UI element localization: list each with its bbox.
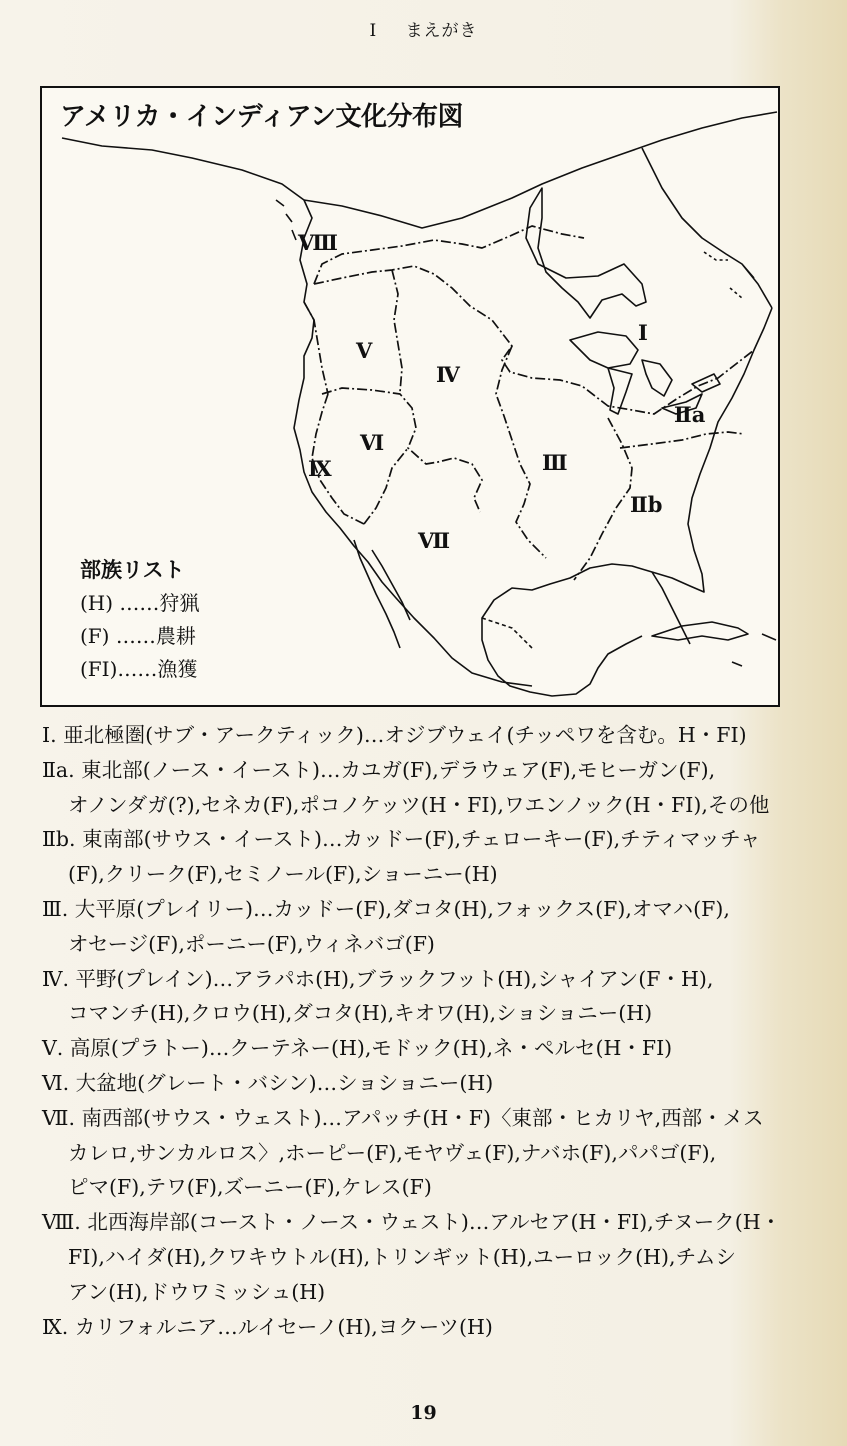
caribbean <box>652 622 776 666</box>
list-line: カレロ,サンカルロス〉,ホーピー(F),モヤヴェ(F),ナバホ(F),パパゴ(F), <box>68 1140 717 1165</box>
hudson-bay <box>526 188 646 318</box>
region-label-IX: Ⅸ <box>308 456 332 481</box>
boundary-basin <box>322 388 482 512</box>
boundary-prairie-northeast <box>620 432 744 448</box>
region-label-IIb: Ⅱb <box>630 492 663 517</box>
list-line: FI),ハイダ(H),クワキウトル(H),トリンギット(H),ユーロック(H),チムシ <box>68 1244 737 1269</box>
list-line: ピマ(F),テワ(F),ズーニー(F),ケレス(F) <box>68 1175 432 1200</box>
map-figure <box>40 86 780 707</box>
page-number: 19 <box>410 1402 437 1424</box>
list-line: オセージ(F),ポーニー(F),ウィネバゴ(F) <box>68 931 435 956</box>
list-line: Ⅲ. 大平原(プレイリー)…カッドー(F),ダコタ(H),フォックス(F),オマハ(F), <box>42 896 730 921</box>
list-item-I <box>42 718 832 753</box>
region-label-III: Ⅲ <box>542 450 568 475</box>
running-head <box>0 16 847 41</box>
list-item-V <box>42 1031 832 1066</box>
region-label-VIII: Ⅷ <box>298 230 338 255</box>
region-label-IV: Ⅳ <box>436 362 460 387</box>
list-line: オノンダガ(?),セネカ(F),ポコノケッツ(H・FI),ワエンノック(H・FI),その他 <box>68 792 770 817</box>
coastline-northeast <box>642 148 772 308</box>
list-line: Ⅴ. 高原(プラトー)…クーテネー(H),モドック(H),ネ・ペルセ(H・FI) <box>42 1036 673 1061</box>
list-line: Ⅰ. 亜北極圏(サブ・アークティック)…オジブウェイ(チッペワを含む。H・FI) <box>42 723 747 747</box>
map-title: アメリカ・インディアン文化分布図 <box>60 102 464 132</box>
region-label-VI: Ⅵ <box>360 430 385 455</box>
list-line: (F),クリーク(F),セミノール(F),ショーニー(H) <box>68 862 498 887</box>
list-item-VI <box>42 1066 832 1101</box>
list-line: Ⅵ. 大盆地(グレート・バシン)…ショショニー(H) <box>42 1070 494 1095</box>
boundary-southwest <box>364 448 408 524</box>
list-item-IV <box>42 962 832 1032</box>
tribe-legend <box>80 554 199 686</box>
culture-area-list <box>42 718 832 1344</box>
region-label-IIa: Ⅱa <box>674 402 706 427</box>
list-line: アン(H),ドウワミッシュ(H) <box>68 1279 326 1304</box>
list-line: Ⅳ. 平野(プレイン)…アラパホ(H),ブラックフット(H),シャイアン(F・H), <box>42 966 714 991</box>
list-line: Ⅷ. 北西海岸部(コースト・ノース・ウェスト)…アルセア(H・FI),チヌーク(H・ <box>42 1210 782 1235</box>
list-line: Ⅶ. 南西部(サウス・ウェスト)…アパッチ(H・F)〈東部・ヒカリヤ,西部・メス <box>42 1105 764 1130</box>
boundary-plateau-plains <box>392 270 402 392</box>
legend-item-fishing: (FI)……漁獲 <box>80 657 198 681</box>
region-label-VII: Ⅶ <box>418 528 451 553</box>
list-item-VII <box>42 1101 832 1205</box>
list-item-III <box>42 892 832 962</box>
list-line: コマンチ(H),クロウ(H),ダコタ(H),キオワ(H),ショショニー(H) <box>68 1001 653 1026</box>
region-label-I: Ⅰ <box>638 320 648 345</box>
region-label-V: Ⅴ <box>356 338 373 363</box>
coastline-east <box>482 308 772 696</box>
list-line: Ⅱb. 東南部(サウス・イースト)…カッドー(F),チェローキー(F),チティマッチャ <box>42 827 761 852</box>
list-item-IX <box>42 1310 832 1345</box>
legend-item-hunting: (H) ……狩猟 <box>80 591 200 615</box>
list-item-VIII <box>42 1205 832 1309</box>
boundary-prairie-southeast <box>574 418 632 580</box>
legend-item-farming: (F) ……農耕 <box>80 624 196 648</box>
list-line: Ⅸ. カリフォルニア…ルイセーノ(H),ヨクーツ(H) <box>42 1314 493 1339</box>
legend-title: 部族リスト <box>80 558 185 582</box>
list-item-IIb <box>42 822 832 892</box>
list-line: Ⅱa. 東北部(ノース・イースト)…カユガ(F),デラウェア(F),モヒーガン(F), <box>42 757 716 782</box>
chapter-numeral: I <box>369 21 378 41</box>
list-item-IIa <box>42 753 832 823</box>
chapter-title: まえがき <box>405 21 478 41</box>
